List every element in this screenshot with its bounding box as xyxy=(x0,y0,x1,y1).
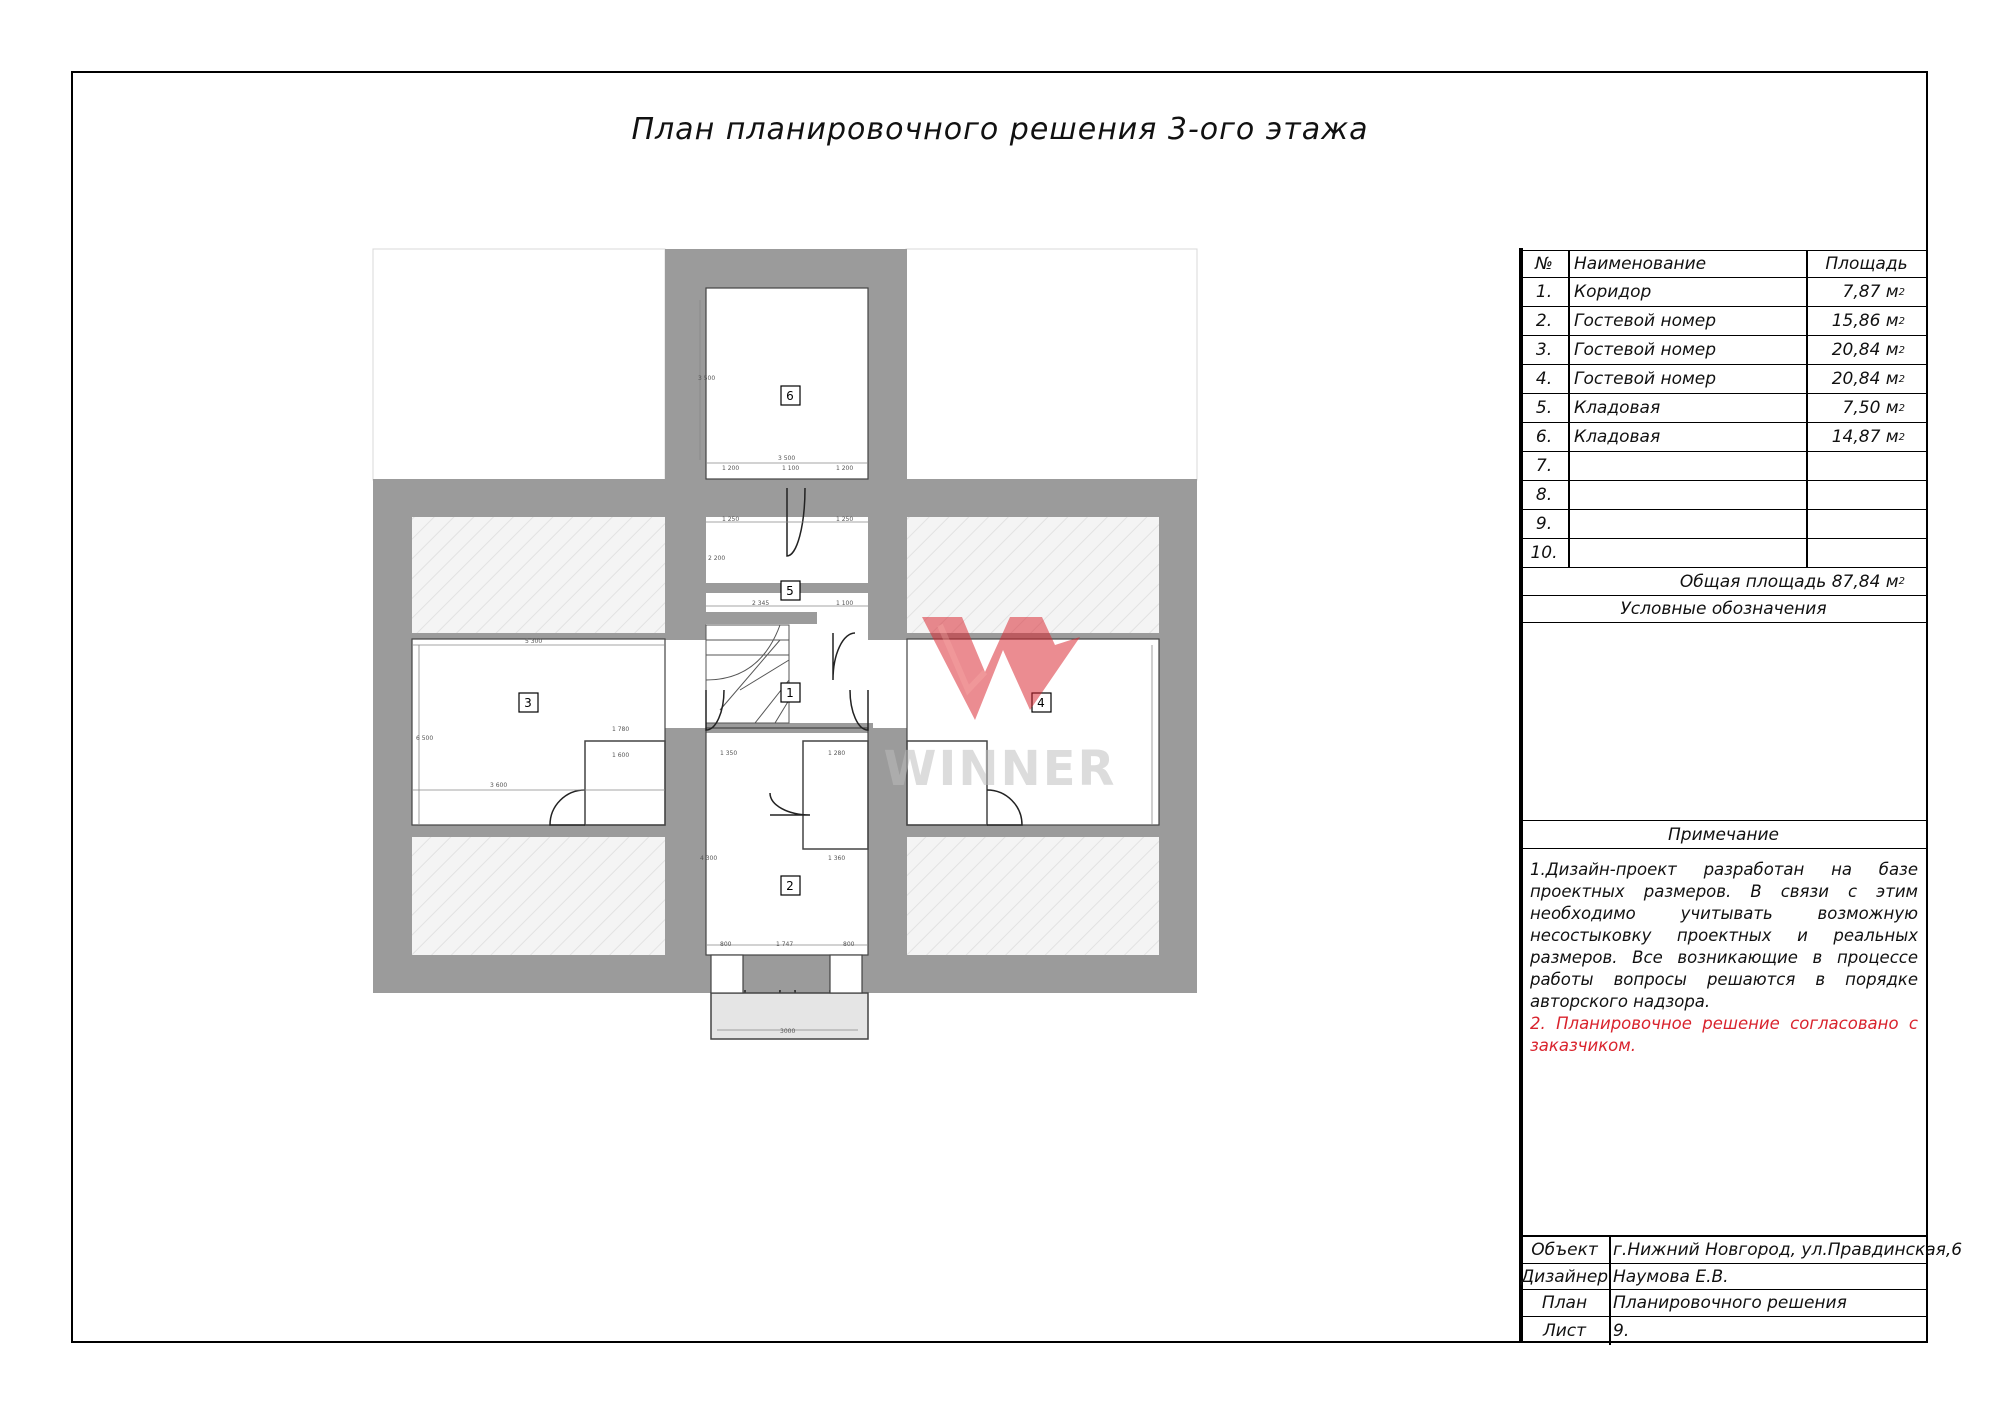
row-area: 7,87 м 2 xyxy=(1842,282,1905,302)
legend-header xyxy=(1520,596,1927,623)
row-name xyxy=(1568,539,1806,567)
note-header xyxy=(1520,821,1927,849)
table-row xyxy=(1520,510,1927,539)
dim-17: 1 747 xyxy=(776,941,794,948)
row-num: 8. xyxy=(1535,485,1553,505)
room-tag-1: 1 xyxy=(786,686,794,700)
dim-2: 1 200 xyxy=(722,465,740,472)
table-row xyxy=(1520,278,1927,307)
stamp-divider xyxy=(1609,1236,1611,1345)
row-area xyxy=(1806,539,1927,567)
watermark-logo xyxy=(884,617,1117,797)
row-name: Кладовая xyxy=(1574,427,1661,447)
dim-19: 800 xyxy=(843,941,855,948)
dim-18: 800 xyxy=(720,941,732,948)
row-num: 6. xyxy=(1535,427,1553,447)
dim-20: 3000 xyxy=(780,1028,796,1035)
room-tag-3: 3 xyxy=(524,696,532,710)
row-area xyxy=(1806,481,1927,509)
row-area: 20,84 м 2 xyxy=(1831,369,1905,389)
dim-22: 3 500 xyxy=(698,375,716,382)
stamp-row xyxy=(1520,1290,1927,1317)
dim-6: 1 250 xyxy=(836,516,854,523)
legend-title: Условные обозначения xyxy=(1620,599,1827,619)
table-row xyxy=(1520,394,1927,423)
stamp-label: Лист xyxy=(1542,1321,1587,1341)
drawing-title: План планировочного решения 3-ого этажа xyxy=(631,112,1369,147)
row-area: 20,84 м 2 xyxy=(1831,340,1905,360)
row-area xyxy=(1806,510,1927,538)
note-body xyxy=(1530,859,1918,1057)
dim-7: 2 345 xyxy=(752,600,770,607)
note-text: 1.Дизайн-проект разработан на базе проектных размеров. В связи с этим необходимо учитывать возможную несостыковку проектных и реальных размеров. Все возникающие в процессе работы вопросы решаются в порядке авторского надзора. xyxy=(1530,860,1918,1011)
dim-13: 1 600 xyxy=(612,752,630,759)
table-row xyxy=(1520,423,1927,452)
stamp-label: Объект xyxy=(1531,1240,1598,1260)
table-row xyxy=(1520,336,1927,365)
dim-11: 3 600 xyxy=(490,782,508,789)
row-num: 1. xyxy=(1535,282,1553,302)
dim-21: 4 300 xyxy=(700,855,718,862)
row-name xyxy=(1568,481,1806,509)
dim-4: 1 200 xyxy=(836,465,854,472)
row-num: 4. xyxy=(1535,369,1553,389)
row-num: 2. xyxy=(1535,311,1553,331)
room-tag-5: 5 xyxy=(786,584,794,598)
dim-14: 1 350 xyxy=(720,750,738,757)
stamp-label: Дизайнер xyxy=(1520,1266,1609,1287)
note-title: Примечание xyxy=(1668,824,1779,845)
dim-16: 1 360 xyxy=(828,855,846,862)
row-num: 7. xyxy=(1535,456,1553,476)
table-row xyxy=(1520,365,1927,394)
table-row xyxy=(1520,452,1927,481)
stamp-row xyxy=(1520,1317,1927,1345)
dim-3: 1 100 xyxy=(782,465,800,472)
stamp-label: План xyxy=(1541,1293,1588,1313)
room-tag-2: 2 xyxy=(786,879,794,893)
dim-12: 1 780 xyxy=(612,726,630,733)
stamp-value: г.Нижний Новгород, ул.Правдинская,6 xyxy=(1613,1240,1963,1260)
stamp-value: Планировочного решения xyxy=(1613,1293,1847,1313)
room-tag-4: 4 xyxy=(1037,696,1045,710)
row-num: 10. xyxy=(1530,543,1558,563)
room-2 xyxy=(706,728,868,955)
row-name: Гостевой номер xyxy=(1574,311,1717,331)
row-name: Коридор xyxy=(1574,282,1652,302)
stamp-value: Наумова Е.В. xyxy=(1613,1266,1729,1287)
dim-5: 1 250 xyxy=(722,516,740,523)
room-6 xyxy=(706,288,868,479)
row-area: 7,50 м 2 xyxy=(1842,398,1905,418)
row-name xyxy=(1568,452,1806,480)
total-area: Общая площадь 87,84 м 2 xyxy=(1679,571,1905,592)
table-row xyxy=(1520,481,1927,510)
outline-top-right xyxy=(906,249,1197,480)
row-area: 14,87 м 2 xyxy=(1831,427,1905,447)
row-area: 15,86 м 2 xyxy=(1831,311,1905,331)
staircase xyxy=(706,625,789,723)
table-divider xyxy=(1568,250,1570,568)
col-area-header: Площадь xyxy=(1825,254,1908,274)
legend-body xyxy=(1520,623,1927,821)
outline-top-left xyxy=(373,249,665,480)
table-divider xyxy=(1806,250,1808,568)
col-num-header: № xyxy=(1535,254,1553,274)
row-name: Кладовая xyxy=(1574,398,1661,418)
total-row xyxy=(1520,568,1927,596)
dim-23: 6 500 xyxy=(416,735,434,742)
stamp-row xyxy=(1520,1264,1927,1290)
stamp-value: 9. xyxy=(1613,1321,1630,1341)
dim-8: 1 100 xyxy=(836,600,854,607)
table-row xyxy=(1520,539,1927,568)
row-num: 3. xyxy=(1535,340,1553,360)
row-num: 5. xyxy=(1535,398,1553,418)
room-tag-6: 6 xyxy=(786,389,794,403)
table-header-row xyxy=(1520,250,1927,278)
closet-center xyxy=(803,741,868,849)
table-row xyxy=(1520,307,1927,336)
dim-10: 5 300 xyxy=(525,638,543,645)
dim-15: 1 280 xyxy=(828,750,846,757)
stamp-row xyxy=(1520,1236,1963,1264)
dim-1: 3 500 xyxy=(778,455,796,462)
col-name-header: Наименование xyxy=(1574,254,1707,274)
row-area xyxy=(1806,452,1927,480)
row-name: Гостевой номер xyxy=(1574,369,1717,389)
note-red-text: 2. Планировочное решение согласовано с заказчиком. xyxy=(1530,1014,1918,1055)
row-name: Гостевой номер xyxy=(1574,340,1717,360)
row-num: 9. xyxy=(1535,514,1553,534)
watermark-text: WINNER xyxy=(883,741,1117,797)
dim-9: 2 200 xyxy=(708,555,726,562)
row-name xyxy=(1568,510,1806,538)
